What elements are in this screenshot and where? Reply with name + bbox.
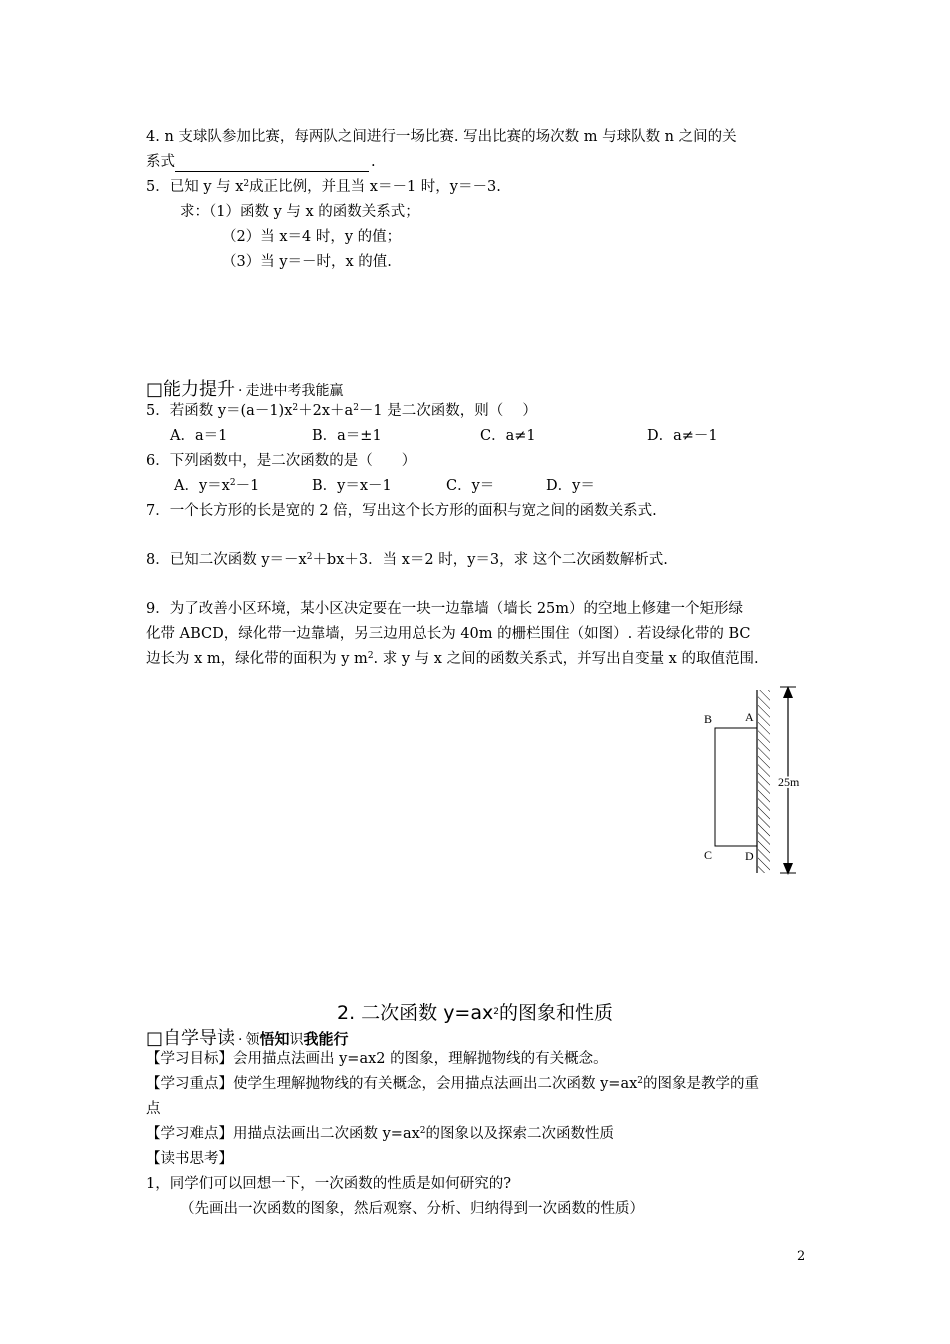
self-sub1: 领 — [245, 1032, 260, 1048]
q4-suffix: . — [371, 154, 376, 170]
p5-option-c: C．a≠1 — [480, 428, 536, 444]
p7: 7．一个长方形的长是宽的 2 倍，写出这个长方形的面积与宽之间的函数关系式. — [146, 503, 657, 519]
lesson-title-sup: 2 — [493, 1007, 499, 1017]
self-heading: 自学导读 — [163, 1028, 236, 1049]
self-sub3: 识 — [289, 1032, 304, 1048]
p5-c: －1 是二次函数，则（ ） — [358, 403, 537, 419]
q5-sub3: （3）当 y＝－时，x 的值. — [222, 254, 392, 270]
q4-prefix: 系式 — [146, 154, 175, 170]
think-answer-1: （先画出一次函数的图象，然后观察、分析、归纳得到一次函数的性质） — [180, 1201, 644, 1217]
think-question-1: 1，同学们可以回想一下，一次函数的性质是如何研究的? — [146, 1176, 511, 1192]
p6-option-c: C．y＝ — [446, 478, 495, 494]
p5-option-b: B．a＝±1 — [312, 428, 382, 444]
q5-stem-a: 5．已知 y 与 x — [146, 179, 244, 195]
checkbox-square: □ — [146, 1028, 164, 1049]
wall-length-label: 25m — [778, 775, 800, 789]
fence-rectangle — [715, 728, 757, 846]
heading-dot: · — [238, 383, 243, 399]
q5-sub1: 求：（1）函数 y 与 x 的函数关系式； — [180, 204, 420, 220]
section-self-heading — [146, 1024, 349, 1050]
p5-sup2: 2 — [353, 403, 359, 413]
p8-sup: 2 — [306, 552, 313, 562]
p9-l3-a: 边长为 x m，绿化带的面积为 y m — [146, 651, 368, 667]
p5-sup1: 2 — [292, 403, 299, 413]
label-a: A — [745, 710, 754, 724]
label-c: C — [704, 848, 713, 862]
reading-thinking: 【读书思考】 — [146, 1151, 233, 1167]
learning-focus-cont: 点 — [146, 1101, 161, 1117]
learning-difficulty — [146, 1124, 614, 1144]
p8-a: 8．已知二次函数 y＝－x — [146, 552, 307, 568]
p5-option-a: A．a＝1 — [170, 428, 228, 444]
p9-l3-sup: 2 — [367, 651, 374, 661]
ability-subheading: 走进中考我能赢 — [245, 383, 344, 399]
section-ability-heading — [146, 375, 343, 401]
label-d: D — [745, 849, 754, 863]
learning-focus — [146, 1074, 759, 1094]
learning-objective: 【学习目标】会用描点法画出 y=ax2 的图象，理解抛物线的有关概念。 — [146, 1051, 608, 1067]
q5-sub2: （2）当 x＝4 时，y 的值； — [222, 229, 402, 245]
self-sub2: 悟知 — [259, 1030, 290, 1048]
page-number: 2 — [797, 1249, 806, 1264]
p6-stem: 6．下列函数中，是二次函数的是（ ） — [146, 453, 417, 469]
heading-dot: · — [238, 1032, 243, 1048]
p6-option-b: B．y＝x－1 — [312, 478, 392, 494]
ability-heading: 能力提升 — [163, 379, 236, 400]
p8 — [146, 550, 668, 570]
difficulty-a: 【学习难点】用描点法画出二次函数 y=ax — [146, 1126, 420, 1142]
difficulty-b: 的图象以及探索二次函数性质 — [425, 1126, 615, 1142]
p5-option-d: D．a≠－1 — [647, 428, 718, 444]
q5-stem — [146, 177, 501, 197]
q5-stem-b: 成正比例，并且当 x＝－1 时，y＝－3. — [249, 179, 501, 195]
p9-l3-b: . 求 y 与 x 之间的函数关系式，并写出自变量 x 的取值范围. — [373, 651, 759, 667]
arrow-top-icon — [783, 686, 793, 698]
p9-line2: 化带 ABCD，绿化带一边靠墙，另三边用总长为 40m 的栅栏围住（如图）. 若设绿化带的 BC — [146, 626, 751, 642]
focus-b: 的图象是教学的重 — [643, 1076, 760, 1092]
p5-stem — [146, 401, 537, 421]
lesson-title-b: 的图象和性质 — [498, 1002, 613, 1024]
p6-option-d: D．y＝ — [546, 478, 595, 494]
fence-diagram — [690, 680, 820, 880]
p9-line3 — [146, 649, 759, 669]
q4-line1: 4. n 支球队参加比赛，每两队之间进行一场比赛. 写出比赛的场次数 m 与球队数 n 之间的关 — [146, 129, 737, 145]
p9-line1: 9．为了改善小区环境，某小区决定要在一块一边靠墙（墙长 25m）的空地上修建一个矩形绿 — [146, 601, 744, 617]
q4-line2 — [146, 152, 376, 172]
p8-b: ＋bx＋3．当 x＝2 时，y＝3，求 这个二次函数解析式. — [312, 552, 668, 568]
label-b: B — [704, 712, 713, 726]
answer-blank — [175, 156, 369, 172]
p6-a-b: －1 — [235, 478, 260, 494]
p5-b: ＋2x＋a — [298, 403, 354, 419]
p6-a-sup: 2 — [229, 478, 236, 488]
p6-option-a — [174, 476, 259, 496]
focus-sup: 2 — [637, 1076, 644, 1086]
lesson-title-a: 2. 二次函数 y=ax — [336, 1002, 494, 1024]
difficulty-sup: 2 — [419, 1126, 426, 1136]
q5-stem-sup: 2 — [243, 179, 250, 189]
wall-hatching — [758, 690, 770, 873]
self-sub4: 我能行 — [303, 1030, 349, 1048]
p5-a: 5．若函数 y＝(a－1)x — [146, 403, 293, 419]
p6-a-a: A．y＝x — [174, 478, 230, 494]
focus-a: 【学习重点】使学生理解抛物线的有关概念，会用描点法画出二次函数 y=ax — [146, 1076, 638, 1092]
lesson-title — [0, 998, 950, 1025]
checkbox-square: □ — [146, 379, 164, 400]
